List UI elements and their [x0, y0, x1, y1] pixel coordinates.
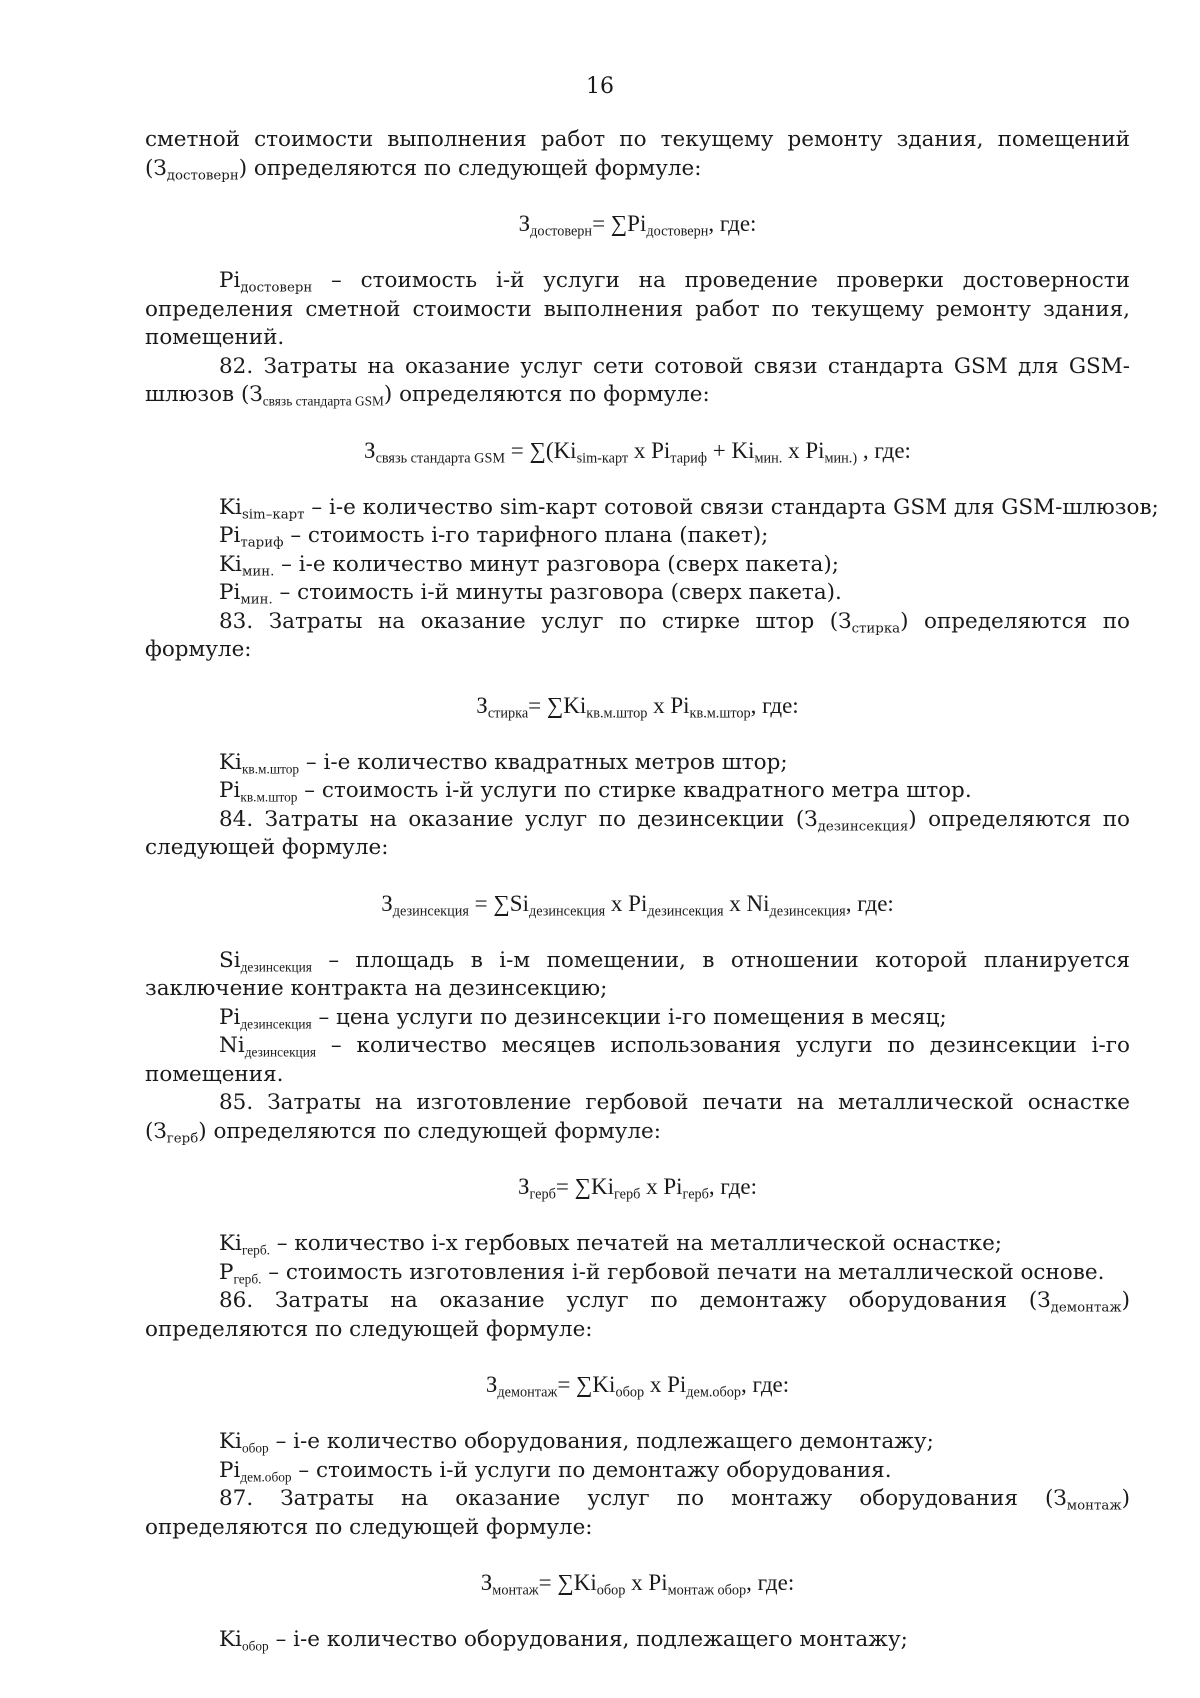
subscript: достоверн [240, 280, 313, 296]
subscript: герб [529, 1186, 556, 1203]
subscript: дезинсекция [817, 818, 909, 834]
subscript: обор [241, 1638, 269, 1654]
subscript: дезинсекция [244, 1044, 316, 1060]
subscript: герб [614, 1186, 641, 1203]
formula-dezinsekciya [145, 889, 1130, 919]
definition-item [219, 1457, 1130, 1486]
text: 86. Затраты на оказание услуг по демонтажу оборудования (З [219, 1288, 1051, 1313]
text: 85. Затраты на изготовление гербовой печати на металлической оснастке (З [145, 1090, 1130, 1144]
text: Si [219, 947, 241, 973]
subscript: обор [241, 1440, 269, 1456]
text: 87. Затраты на оказание услуг по монтажу оборудования (З [219, 1486, 1067, 1511]
definition-item [219, 1626, 1130, 1655]
text: – i-е количество минут разговора (сверх пакета); [274, 551, 839, 577]
text: , где: [708, 1174, 757, 1199]
text: – площадь в i-м помещении, в отношении которой планируется заключение контракта на дезинсекцию; [145, 947, 1130, 1001]
text: Ni [219, 1033, 245, 1058]
subscript: дем.обор [240, 1468, 292, 1484]
text: , где: [746, 1570, 795, 1595]
text: ) определяются по следующей формуле: [198, 1118, 661, 1144]
subscript: тариф [240, 535, 284, 551]
paragraph-82 [145, 353, 1130, 410]
text: Ki [219, 749, 242, 775]
subscript: дезинсекция [240, 958, 312, 974]
text: + Ki [707, 437, 755, 463]
subscript: связь стандарта GSM [375, 450, 506, 467]
text: – i-е количество оборудования, подлежащего демонтажу; [268, 1429, 934, 1454]
text: = ∑Ki [528, 692, 587, 718]
text: – стоимость i-й услуги по демонтажу оборудования. [291, 1457, 892, 1483]
text: = ∑Pi [592, 211, 647, 236]
text: ) определяются по формуле: [145, 608, 1130, 662]
text: = ∑Ki [557, 1372, 616, 1397]
text: x Pi [640, 1174, 683, 1199]
text: = ∑Si [468, 890, 529, 916]
subscript: герб [166, 1130, 199, 1146]
text: ) определяются по следующей формуле: [145, 1486, 1130, 1540]
text: ) определяются по следующей формуле: [145, 1288, 1130, 1342]
text: З [381, 890, 393, 916]
text: – i-е количество оборудования, подлежащего монтажу; [268, 1627, 908, 1652]
definition-item [219, 1230, 1130, 1259]
paragraph-continuation [145, 126, 1130, 183]
definition-item [219, 777, 1130, 806]
page-number: 16 [586, 74, 614, 99]
formula-stirka [145, 691, 1130, 721]
subscript: кв.м.штор [241, 760, 300, 776]
text: , где: [845, 890, 894, 916]
text: – стоимость i-й услуги по стирке квадратного метра штор. [297, 778, 972, 803]
formula-demontazh [145, 1370, 1130, 1400]
formula-gsm [145, 436, 1130, 466]
text: – количество месяцев использования услуги по дезинсекции i-го помещения. [145, 1033, 1130, 1087]
definition-item [219, 749, 1130, 778]
subscript: дем.обор [686, 1384, 742, 1401]
paragraph-85 [145, 1089, 1130, 1146]
text: x Pi [782, 437, 825, 463]
text: x Pi [605, 890, 648, 916]
paragraph-86 [145, 1287, 1130, 1344]
definition-item [145, 267, 1130, 353]
text: Ki [219, 1429, 242, 1454]
definition-item [219, 522, 1130, 551]
text: ) определяются по следующей формуле: [238, 155, 702, 181]
text: Pi [219, 523, 241, 548]
subscript: связь стандарта GSM [262, 393, 384, 409]
text: Ki [219, 551, 242, 577]
text: x Pi [625, 1570, 668, 1595]
text: – стоимость i-го тарифного плана (пакет); [283, 523, 769, 548]
subscript: демонтаж [497, 1384, 558, 1401]
text: – количество i-х гербовых печатей на металлической оснастке; [269, 1231, 1003, 1256]
definition-item [219, 1004, 1130, 1033]
definition-item [145, 947, 1130, 1004]
subscript: демонтаж [1050, 1300, 1122, 1316]
text: = ∑Ki [538, 1570, 597, 1595]
text: З [364, 437, 376, 463]
text: ) определяются по следующей формуле: [145, 806, 1130, 860]
definition-item [219, 579, 1130, 608]
text: З [480, 1570, 493, 1595]
paragraph-83 [145, 608, 1130, 665]
text: 84. Затраты на оказание услуг по дезинсекции (З [219, 806, 818, 832]
text: – стоимость изготовления i-й гербовой печати на металлической основе. [261, 1259, 1105, 1285]
subscript: монтаж [1066, 1498, 1122, 1514]
text: Ki [219, 494, 242, 520]
subscript: герб. [233, 1270, 262, 1286]
text: = ∑(Ki [505, 437, 577, 463]
subscript: монтаж обор [667, 1582, 747, 1599]
text: , где: [708, 211, 757, 236]
subscript: кв.м.штор [240, 789, 298, 805]
text: , где: [741, 1372, 790, 1397]
text: = ∑Ki [555, 1174, 614, 1199]
definition-item [219, 551, 1130, 580]
definition-item [145, 1032, 1130, 1089]
text: – стоимость i-й минуты разговора (сверх пакета). [272, 580, 842, 605]
text: 83. Затраты на оказание услуг по стирке штор (З [219, 608, 852, 634]
subscript: герб. [241, 1242, 270, 1258]
text: ) определяются по формуле: [383, 382, 710, 407]
text: Pi [219, 778, 241, 803]
subscript: достоверн [166, 167, 239, 183]
subscript: обор [615, 1384, 645, 1401]
subscript: мин. [241, 563, 275, 579]
subscript: кв.м.штор [586, 705, 648, 722]
text: – i-е количество квадратных метров штор; [299, 749, 788, 775]
page-content [145, 126, 1159, 1655]
text: x Pi [647, 692, 690, 718]
text: P [219, 1259, 234, 1285]
definition-item [219, 1259, 1130, 1288]
text: З [518, 211, 531, 236]
text: , где: [750, 692, 799, 718]
subscript: дезинсекция [240, 1015, 312, 1031]
text: , где: [857, 437, 911, 463]
text: З [517, 1174, 530, 1199]
text: Pi [219, 268, 241, 293]
formula-dostovern [145, 209, 1130, 239]
subscript: мин. [754, 450, 783, 467]
subscript: sim-карт [576, 450, 629, 467]
definition-item [219, 1428, 1130, 1457]
formula-gerb [145, 1172, 1130, 1202]
subscript: достоверн [646, 223, 709, 240]
text: – цена услуги по дезинсекции i-го помещения в месяц; [311, 1004, 947, 1030]
subscript: sim–карт [241, 506, 305, 522]
text: Ki [219, 1231, 242, 1256]
text: – стоимость i-й услуги на проведение проверки достоверности определения сметной стоимости выполнения работ по текущему ремонту здания, помещений. [145, 268, 1130, 350]
subscript: тариф [670, 450, 708, 467]
text: x Pi [644, 1372, 687, 1397]
subscript: дезинсекция [528, 903, 606, 920]
subscript: обор [596, 1582, 626, 1599]
subscript: стирка [487, 705, 529, 722]
subscript: мин.) [824, 450, 858, 467]
subscript: стирка [851, 620, 901, 636]
subscript: монтаж [492, 1582, 539, 1599]
text: – i-е количество sim-карт сотовой связи стандарта GSM для GSM-шлюзов; [304, 494, 1159, 520]
text: Pi [219, 1457, 241, 1483]
text: 82. Затраты на оказание услуг сети сотовой связи стандарта GSM для GSM-шлюзов (З [145, 353, 1130, 407]
paragraph-84 [145, 806, 1130, 863]
text: З [485, 1372, 498, 1397]
paragraph-87 [145, 1485, 1130, 1542]
subscript: мин. [240, 592, 273, 608]
subscript: кв.м.штор [689, 705, 751, 722]
subscript: дезинсекция [769, 903, 846, 920]
text: x Pi [628, 437, 671, 463]
text: x Ni [723, 890, 770, 916]
subscript: дезинсекция [647, 903, 724, 920]
text: Pi [219, 1004, 241, 1030]
text: сметной стоимости выполнения работ по текущему ремонту здания, помещений (З [145, 127, 1130, 181]
formula-montazh [145, 1568, 1130, 1598]
subscript: герб [682, 1186, 709, 1203]
text: Pi [219, 580, 241, 605]
subscript: достоверн [530, 223, 593, 240]
text: Ki [219, 1627, 242, 1652]
definition-item [219, 494, 1159, 523]
text: З [476, 692, 488, 718]
subscript: дезинсекция [392, 903, 469, 920]
